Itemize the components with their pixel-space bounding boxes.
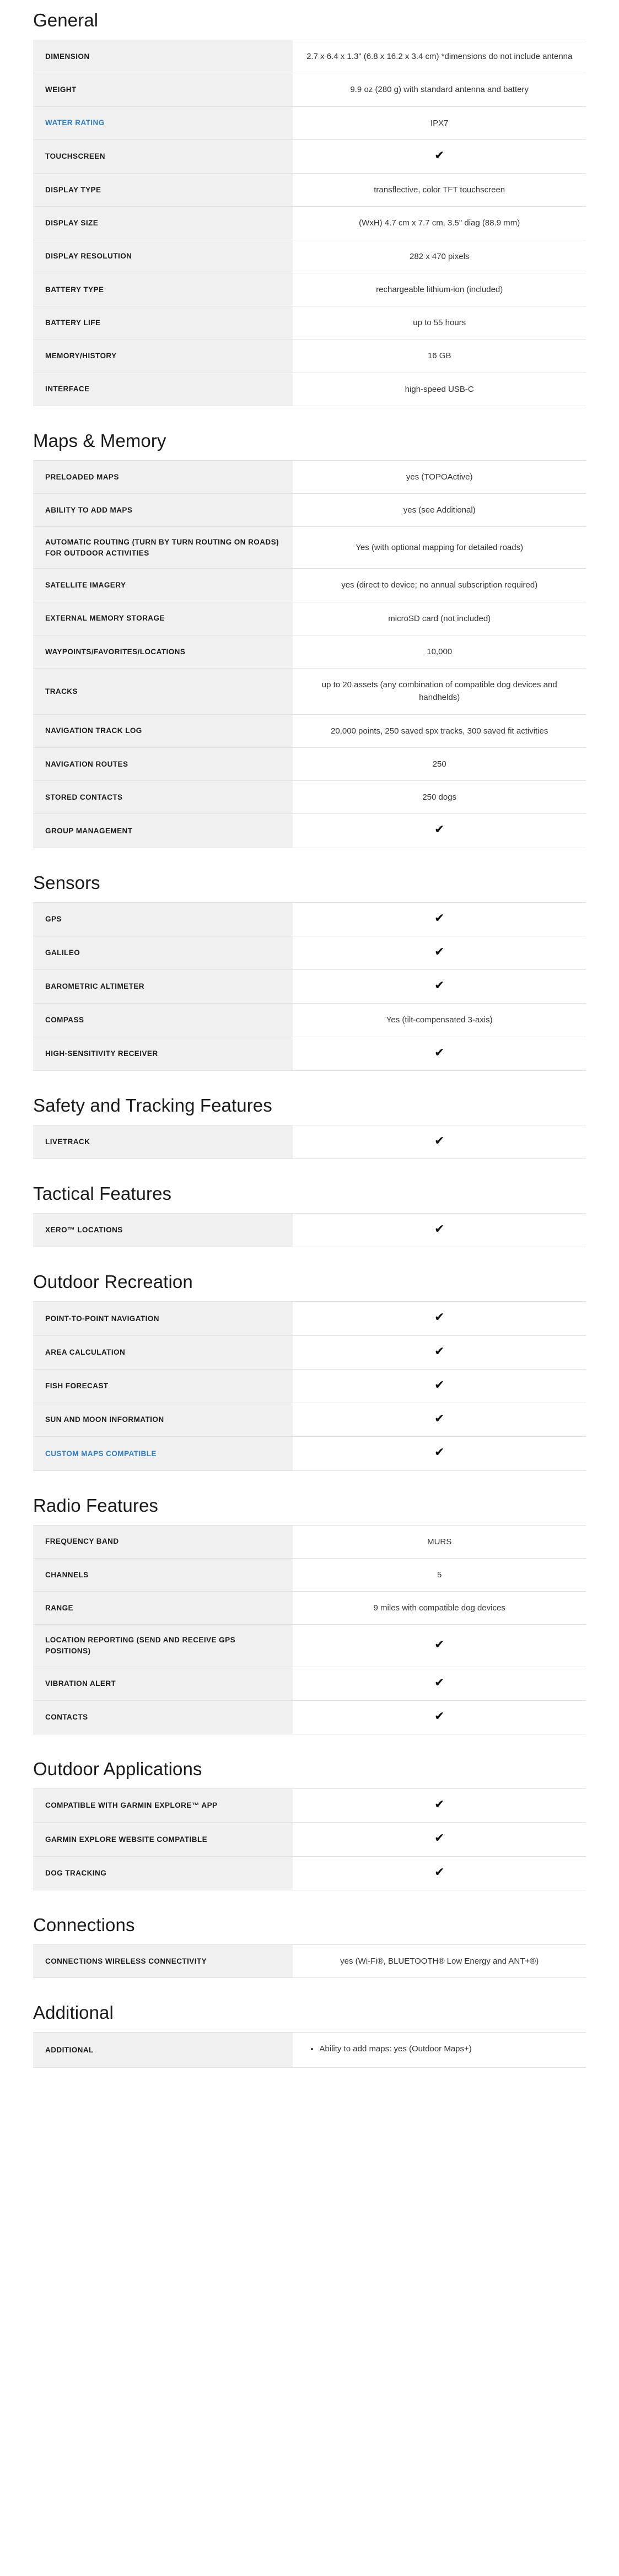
check-icon: ✔ [434, 1344, 445, 1359]
spec-value: 2.7 x 6.4 x 1.3" (6.8 x 16.2 x 3.4 cm) *dimensions do not include antenna [293, 40, 586, 73]
spec-section-sensors [33, 872, 586, 1071]
table-row [33, 139, 586, 173]
spec-label-stored-contacts: STORED CONTACTS [33, 781, 293, 814]
spec-label-interface: INTERFACE [33, 373, 293, 406]
spec-label-area-calculation: AREA CALCULATION [33, 1335, 293, 1369]
spec-value: microSD card (not included) [293, 602, 586, 635]
table-row [33, 40, 586, 73]
spec-value: yes (direct to device; no annual subscription required) [293, 569, 586, 602]
spec-label-garmin-explore-website-compatible: GARMIN EXPLORE WEBSITE COMPATIBLE [33, 1823, 293, 1856]
spec-label-ability-to-add-maps: ABILITY TO ADD MAPS [33, 494, 293, 527]
check-icon: ✔ [434, 1637, 445, 1652]
table-row [33, 714, 586, 747]
table-row [33, 1789, 586, 1823]
table-row [33, 306, 586, 339]
table-row [33, 936, 586, 969]
spec-value: yes (see Additional) [293, 494, 586, 527]
spec-table [33, 1213, 586, 1247]
table-row [33, 273, 586, 306]
spec-label-display-resolution: DISPLAY RESOLUTION [33, 240, 293, 273]
table-row [33, 1302, 586, 1335]
table-row [33, 970, 586, 1004]
spec-label-fish-forecast: FISH FORECAST [33, 1369, 293, 1403]
spec-value [293, 1125, 586, 1158]
spec-value [293, 1625, 586, 1667]
check-icon: ✔ [434, 1709, 445, 1723]
spec-label-livetrack: LIVETRACK [33, 1125, 293, 1158]
spec-label-barometric-altimeter: BAROMETRIC ALTIMETER [33, 970, 293, 1004]
table-row [33, 240, 586, 273]
spec-value [293, 1437, 586, 1470]
spec-value [293, 1667, 586, 1700]
spec-table [33, 2032, 586, 2068]
section-title: Maps & Memory [33, 430, 166, 451]
check-icon: ✔ [434, 1046, 445, 1060]
table-row [33, 339, 586, 373]
spec-label-tracks: TRACKS [33, 669, 293, 715]
spec-table [33, 902, 586, 1071]
spec-section-radio-features [33, 1495, 586, 1734]
spec-section-safety-and-tracking-features [33, 1095, 586, 1159]
table-row [33, 635, 586, 668]
table-row [33, 1004, 586, 1037]
spec-label-weight: WEIGHT [33, 73, 293, 106]
check-icon: ✔ [434, 148, 445, 163]
table-row [33, 781, 586, 814]
spec-table [33, 1944, 586, 1978]
table-row [33, 1403, 586, 1437]
spec-label-frequency-band: FREQUENCY BAND [33, 1525, 293, 1558]
spec-label-satellite-imagery: SATELLITE IMAGERY [33, 569, 293, 602]
section-title: Outdoor Recreation [33, 1271, 193, 1292]
check-icon: ✔ [434, 945, 445, 959]
spec-label-compatible-with-garmin-explore-app: COMPATIBLE WITH GARMIN EXPLORE™ APP [33, 1789, 293, 1823]
spec-value: 16 GB [293, 339, 586, 373]
check-icon: ✔ [434, 1446, 445, 1460]
list-item: • Ability to add maps: yes (Outdoor Maps+) [319, 2043, 574, 2055]
spec-table [33, 460, 586, 848]
table-row [33, 1700, 586, 1734]
table-row [33, 602, 586, 635]
check-icon: ✔ [434, 823, 445, 837]
table-row [33, 902, 586, 936]
table-row [33, 1525, 586, 1558]
spec-value: rechargeable lithium-ion (included) [293, 273, 586, 306]
spec-section-tactical-features [33, 1183, 586, 1247]
spec-label-touchscreen: TOUCHSCREEN [33, 139, 293, 173]
spec-label-xero-locations: XERO™ LOCATIONS [33, 1214, 293, 1247]
table-row [33, 1667, 586, 1700]
spec-value: IPX7 [293, 106, 586, 139]
spec-value: 20,000 points, 250 saved spx tracks, 300 saved fit activities [293, 714, 586, 747]
spec-value: yes (TOPOActive) [293, 460, 586, 493]
table-row [33, 814, 586, 848]
spec-value: up to 20 assets (any combination of compatible dog devices and handhelds) [293, 669, 586, 715]
spec-table [33, 1788, 586, 1890]
table-row [33, 494, 586, 527]
spec-label-channels: CHANNELS [33, 1558, 293, 1591]
spec-label-external-memory-storage: EXTERNAL MEMORY STORAGE [33, 602, 293, 635]
table-row [33, 669, 586, 715]
section-title: Radio Features [33, 1495, 159, 1516]
table-row [33, 1335, 586, 1369]
spec-label-dimension: DIMENSION [33, 40, 293, 73]
section-title: Additional [33, 2002, 114, 2023]
spec-section-outdoor-recreation [33, 1271, 586, 1470]
table-row [33, 1823, 586, 1856]
spec-value: MURS [293, 1525, 586, 1558]
spec-value: yes (Wi-Fi®, BLUETOOTH® Low Energy and ANT+®) [293, 1944, 586, 1977]
spec-value: up to 55 hours [293, 306, 586, 339]
section-title: Tactical Features [33, 1183, 172, 1204]
section-title: Safety and Tracking Features [33, 1095, 272, 1115]
spec-label-waypoints-favorites-locations: WAYPOINTS/FAVORITES/LOCATIONS [33, 635, 293, 668]
check-icon: ✔ [434, 1412, 445, 1426]
check-icon: ✔ [434, 1865, 445, 1879]
spec-label-vibration-alert: VIBRATION ALERT [33, 1667, 293, 1700]
spec-value [293, 1335, 586, 1369]
spec-value: transflective, color TFT touchscreen [293, 174, 586, 207]
spec-value: high-speed USB-C [293, 373, 586, 406]
spec-value [293, 1369, 586, 1403]
spec-label-location-reporting-send-and-receive-gps-positions: LOCATION REPORTING (SEND AND RECEIVE GPS POSITIONS) [33, 1625, 293, 1667]
spec-section-connections [33, 1915, 586, 1978]
check-icon: ✔ [434, 979, 445, 993]
section-title: Outdoor Applications [33, 1759, 202, 1779]
spec-value [293, 1214, 586, 1247]
check-icon: ✔ [434, 1222, 445, 1237]
spec-label-dog-tracking: DOG TRACKING [33, 1856, 293, 1890]
spec-table [33, 1525, 586, 1734]
section-title: General [33, 10, 99, 30]
spec-sheet [0, 10, 619, 2125]
spec-value [293, 1789, 586, 1823]
spec-label-group-management: GROUP MANAGEMENT [33, 814, 293, 848]
table-row [33, 1437, 586, 1470]
table-row [33, 106, 586, 139]
spec-label-connections-wireless-connectivity: CONNECTIONS WIRELESS CONNECTIVITY [33, 1944, 293, 1977]
section-title: Connections [33, 1914, 135, 1935]
check-icon: ✔ [434, 911, 445, 925]
spec-table [33, 1301, 586, 1470]
spec-value: Yes (with optional mapping for detailed roads) [293, 527, 586, 569]
spec-value [293, 902, 586, 936]
spec-value: 250 [293, 747, 586, 780]
check-icon: ✔ [434, 1798, 445, 1812]
table-row [33, 1037, 586, 1070]
spec-label-high-sensitivity-receiver: HIGH-SENSITIVITY RECEIVER [33, 1037, 293, 1070]
table-row [33, 569, 586, 602]
table-row [33, 747, 586, 780]
spec-value: 250 dogs [293, 781, 586, 814]
check-icon: ✔ [434, 1311, 445, 1325]
spec-section-additional [33, 2002, 586, 2068]
section-title: Sensors [33, 872, 100, 893]
table-row [33, 2033, 586, 2068]
spec-value [293, 1037, 586, 1070]
spec-value: Yes (tilt-compensated 3-axis) [293, 1004, 586, 1037]
spec-section-outdoor-applications [33, 1759, 586, 1890]
spec-label-preloaded-maps: PRELOADED MAPS [33, 460, 293, 493]
spec-label-navigation-track-log: NAVIGATION TRACK LOG [33, 714, 293, 747]
spec-label-gps: GPS [33, 902, 293, 936]
table-row [33, 1592, 586, 1625]
table-row [33, 174, 586, 207]
check-icon: ✔ [434, 1675, 445, 1690]
spec-value [293, 1856, 586, 1890]
spec-value [293, 970, 586, 1004]
spec-value [293, 1823, 586, 1856]
spec-value: 9 miles with compatible dog devices [293, 1592, 586, 1625]
spec-value [293, 936, 586, 969]
spec-table [33, 1125, 586, 1159]
table-row [33, 1369, 586, 1403]
table-row [33, 1214, 586, 1247]
bullet-list [305, 2043, 574, 2055]
check-icon: ✔ [434, 1134, 445, 1148]
table-row [33, 1625, 586, 1667]
table-row [33, 527, 586, 569]
spec-value [293, 139, 586, 173]
spec-label-contacts: CONTACTS [33, 1700, 293, 1734]
spec-section-maps-memory [33, 430, 586, 848]
table-row [33, 373, 586, 406]
spec-label-point-to-point-navigation: POINT-TO-POINT NAVIGATION [33, 1302, 293, 1335]
spec-label-additional: ADDITIONAL [33, 2033, 293, 2068]
spec-table [33, 40, 586, 406]
spec-label-water-rating[interactable]: WATER RATING [33, 106, 293, 139]
spec-label-sun-and-moon-information: SUN AND MOON INFORMATION [33, 1403, 293, 1437]
table-row [33, 1856, 586, 1890]
spec-label-battery-type: BATTERY TYPE [33, 273, 293, 306]
spec-label-compass: COMPASS [33, 1004, 293, 1037]
check-icon: ✔ [434, 1378, 445, 1392]
spec-label-memory-history: MEMORY/HISTORY [33, 339, 293, 373]
spec-value [293, 1700, 586, 1734]
table-row [33, 207, 586, 240]
spec-label-display-type: DISPLAY TYPE [33, 174, 293, 207]
spec-label-custom-maps-compatible[interactable]: CUSTOM MAPS COMPATIBLE [33, 1437, 293, 1470]
spec-label-galileo: GALILEO [33, 936, 293, 969]
spec-value: 10,000 [293, 635, 586, 668]
spec-label-range: RANGE [33, 1592, 293, 1625]
spec-value: (WxH) 4.7 cm x 7.7 cm, 3.5" diag (88.9 mm) [293, 207, 586, 240]
check-icon: ✔ [434, 1831, 445, 1846]
spec-value [293, 1403, 586, 1437]
spec-label-automatic-routing-turn-by-turn-routing-on-roads-for-outdoor-: AUTOMATIC ROUTING (TURN BY TURN ROUTING ON ROADS) FOR OUTDOOR ACTIVITIES [33, 527, 293, 569]
spec-value: 5 [293, 1558, 586, 1591]
table-row [33, 73, 586, 106]
table-row [33, 460, 586, 493]
spec-label-battery-life: BATTERY LIFE [33, 306, 293, 339]
spec-label-display-size: DISPLAY SIZE [33, 207, 293, 240]
spec-section-general [33, 10, 586, 406]
spec-value [293, 1302, 586, 1335]
spec-label-navigation-routes: NAVIGATION ROUTES [33, 747, 293, 780]
table-row [33, 1125, 586, 1158]
spec-value: 282 x 470 pixels [293, 240, 586, 273]
spec-value [293, 2033, 586, 2068]
table-row [33, 1944, 586, 1977]
table-row [33, 1558, 586, 1591]
spec-value [293, 814, 586, 848]
spec-value: 9.9 oz (280 g) with standard antenna and battery [293, 73, 586, 106]
